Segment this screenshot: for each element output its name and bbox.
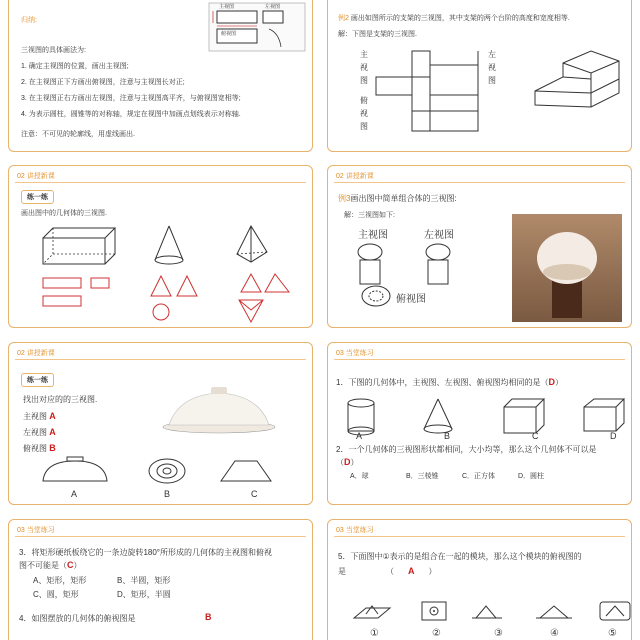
slide-header: 02 讲授新课	[17, 350, 55, 357]
choice-a: A、矩形，矩形	[33, 576, 87, 585]
example-2-question: 例2 画出如图所示的支架的三视图，其中支架的两个台阶的高度和宽度相等.	[338, 15, 570, 22]
label-left-view: 左 视 图	[488, 50, 496, 85]
shape-label-d: D	[610, 431, 617, 441]
step-4: 4. 为表示圆柱，圆锥等的对称轴，规定在视图中加画点划线表示对称轴.	[21, 111, 241, 118]
label-left-view: 左视图	[424, 230, 454, 241]
label-front-view: 主视图	[358, 230, 388, 241]
figure-number-3: ③	[494, 628, 503, 639]
mushroom-photo	[512, 214, 622, 322]
row-left: 左视图 A	[23, 427, 56, 437]
slide-quiz-3[interactable]	[327, 519, 632, 640]
slide-practice-1[interactable]	[8, 165, 313, 328]
example-3-question: 例3画出图中简单组合体的三视图:	[338, 194, 457, 203]
figure-number-4: ④	[550, 628, 559, 639]
question-2-answer: （D）	[336, 457, 359, 467]
example-2-answer: 解：下图是支架的三视图.	[338, 31, 417, 38]
header-divider	[15, 536, 306, 537]
mushroom-three-views	[356, 242, 476, 328]
question-1-shapes	[344, 397, 624, 437]
row-top: 俯视图 B	[23, 443, 56, 453]
question-1: 1．下图的几何体中，主视图、左视图、俯视图均相同的是（D）	[336, 377, 563, 387]
steps-title: 三视图的具体画法为:	[21, 47, 86, 54]
answer-views-row	[39, 274, 309, 328]
slide-quiz-2[interactable]	[8, 519, 313, 640]
summary-note: 注意：不可见的轮廓线，用虚线画出.	[21, 131, 135, 138]
question-4: 4．如图摆放的几何体的俯视图是	[19, 614, 136, 623]
option-c: C	[251, 489, 258, 499]
shape-label-c: C	[532, 431, 539, 441]
row-front: 主视图 A	[23, 411, 56, 421]
slide-quiz-1[interactable]	[327, 342, 632, 505]
shape-label-b: B	[444, 431, 451, 441]
choice-d: D、矩形，半圆	[117, 590, 171, 599]
slide-header: 02 讲授新课	[17, 173, 55, 180]
choice-b: B．三棱锥	[406, 473, 439, 480]
slide-header: 03 当堂练习	[336, 350, 374, 357]
slide-header: 03 当堂练习	[336, 527, 374, 534]
diagram-label-front: 主视图	[219, 4, 235, 10]
header-divider	[15, 359, 306, 360]
bracket-three-views	[374, 47, 484, 137]
slide-example-2[interactable]	[327, 0, 632, 152]
header-divider	[15, 182, 306, 183]
practice-tag: 练一练	[21, 190, 54, 204]
slide-summary[interactable]	[8, 0, 313, 152]
label-top-view: 俯视图	[396, 294, 426, 305]
slide-example-3[interactable]	[327, 165, 632, 328]
option-shapes	[39, 457, 279, 487]
label-front-view: 主 视 图	[360, 50, 368, 85]
figure-number-5: ⑤	[608, 628, 617, 639]
choice-b: B、半圆，矩形	[117, 576, 171, 585]
figure-number-2: ②	[432, 628, 441, 639]
option-a: A	[71, 489, 78, 499]
diagram-label-top: 俯视图	[221, 31, 237, 37]
step-3: 3. 在主视图正右方画出左视图，注意与主视图高平齐，与俯视图宽相等;	[21, 95, 241, 102]
label-top-view: 俯 视 图	[360, 96, 368, 131]
practice-question: 画出图中的几何体的三视图.	[21, 210, 107, 217]
figure-number-1: ①	[370, 628, 379, 639]
choice-c: C．正方体	[462, 473, 496, 480]
slide-header: 03 当堂练习	[17, 527, 55, 534]
solids-row	[39, 224, 309, 269]
module-figures	[350, 600, 632, 630]
slide-practice-2[interactable]	[8, 342, 313, 505]
question-5: 5．下面图中①表示的是组合在一起的模块，那么这个模块的俯视图的	[338, 552, 582, 561]
three-view-diagram	[209, 3, 309, 53]
question-3-answer: 图不可能是（C）	[19, 560, 82, 570]
shape-label-a: A	[356, 431, 363, 441]
header-divider	[334, 359, 625, 360]
question-4-answer: B	[205, 612, 212, 622]
bracket-solid-figure	[533, 47, 623, 117]
option-b: B	[164, 489, 171, 499]
question-3: 3．将矩形硬纸板绕它的一条边旋转180°所形成的几何体的主视图和俯视	[19, 548, 272, 557]
choice-a: A．球	[350, 473, 369, 480]
question-2: 2．一个几何体的三视图形状都相同，大小均等，那么这个几何体不可以是	[336, 445, 597, 454]
header-divider	[334, 536, 625, 537]
question-5-answer: 是 （ A ）	[338, 566, 437, 576]
diagram-label-left: 左视图	[265, 4, 281, 10]
choice-d: D．圆柱	[518, 473, 545, 480]
summary-label: 归纳:	[21, 17, 37, 24]
bowl-photo	[159, 385, 279, 445]
example-3-answer: 解：三视图如下:	[344, 212, 395, 219]
practice-question: 找出对应的的三视图.	[23, 395, 98, 404]
step-2: 2. 在主视图正下方画出俯视图，注意与主视图长对正;	[21, 79, 185, 86]
practice-tag: 练一练	[21, 373, 54, 387]
header-divider	[334, 182, 625, 183]
slide-header: 02 讲授新课	[336, 173, 374, 180]
choice-c: C、圆，矩形	[33, 590, 79, 599]
step-1: 1. 确定主视图的位置，画出主视图;	[21, 63, 129, 70]
